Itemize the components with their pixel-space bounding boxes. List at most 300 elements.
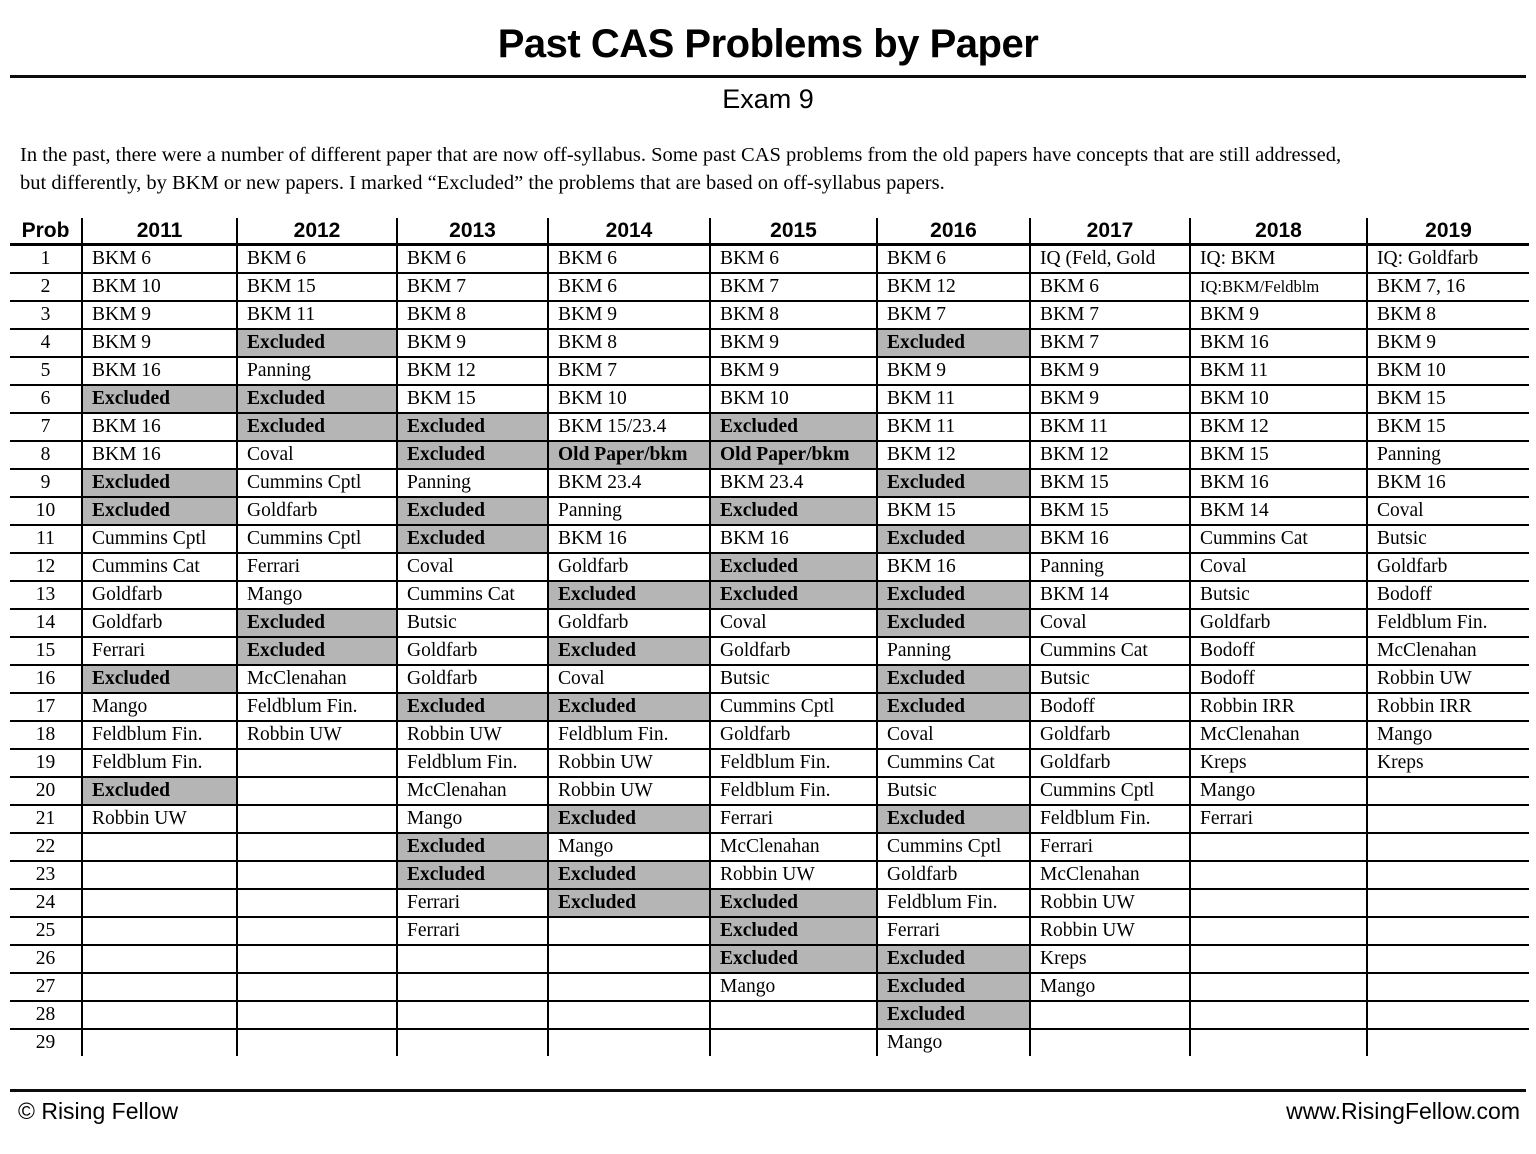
excluded-cell: Excluded — [548, 693, 710, 721]
column-header-prob: Prob — [10, 218, 82, 245]
year-cell: McClenahan — [1030, 861, 1190, 889]
page-title: Past CAS Problems by Paper — [497, 22, 1039, 66]
year-cell — [1190, 833, 1367, 861]
table-row — [10, 945, 1529, 973]
year-cell: Ferrari — [1030, 833, 1190, 861]
excluded-cell: Excluded — [82, 777, 237, 805]
intro-line-2: but differently, by BKM or new papers. I marked “Excluded” the problems that are based on off-syllabus papers. — [20, 172, 945, 194]
column-header-2016: 2016 — [877, 218, 1030, 245]
footer-divider — [10, 1089, 1526, 1092]
excluded-cell: Old Paper/bkm — [710, 441, 877, 469]
year-cell — [82, 861, 237, 889]
year-cell: Robbin IRR — [1367, 693, 1529, 721]
year-cell: Ferrari — [397, 889, 548, 917]
table-row — [10, 889, 1529, 917]
excluded-cell: Excluded — [877, 693, 1030, 721]
prob-cell: 12 — [10, 553, 82, 581]
excluded-cell: Excluded — [397, 693, 548, 721]
year-cell: BKM 9 — [397, 329, 548, 357]
year-cell: Robbin UW — [710, 861, 877, 889]
year-cell: IQ: Goldfarb — [1367, 245, 1529, 274]
year-cell: Mango — [397, 805, 548, 833]
year-cell: Bodoff — [1030, 693, 1190, 721]
year-cell — [1367, 917, 1529, 945]
year-cell: Panning — [548, 497, 710, 525]
year-cell — [82, 973, 237, 1001]
year-cell: Goldfarb — [877, 861, 1030, 889]
excluded-cell: Excluded — [877, 945, 1030, 973]
year-cell: BKM 15 — [1367, 385, 1529, 413]
year-cell: Cummins Cptl — [877, 833, 1030, 861]
excluded-cell: Excluded — [548, 805, 710, 833]
year-cell — [82, 917, 237, 945]
table-row — [10, 805, 1529, 833]
year-cell — [82, 889, 237, 917]
year-cell: Cummins Cat — [1030, 637, 1190, 665]
year-cell: Goldfarb — [1190, 609, 1367, 637]
year-cell: Goldfarb — [710, 721, 877, 749]
excluded-cell: Excluded — [877, 665, 1030, 693]
year-cell: BKM 9 — [548, 301, 710, 329]
table-row — [10, 497, 1529, 525]
prob-cell: 11 — [10, 525, 82, 553]
year-cell — [1030, 1029, 1190, 1056]
year-cell: Butsic — [397, 609, 548, 637]
year-cell: Mango — [1367, 721, 1529, 749]
year-cell: Goldfarb — [397, 637, 548, 665]
year-cell: Panning — [1367, 441, 1529, 469]
year-cell: BKM 11 — [237, 301, 397, 329]
year-cell: Feldblum Fin. — [710, 777, 877, 805]
year-cell — [710, 1029, 877, 1056]
year-cell: Panning — [397, 469, 548, 497]
year-cell — [548, 917, 710, 945]
excluded-cell: Excluded — [82, 385, 237, 413]
year-cell: BKM 15 — [1030, 469, 1190, 497]
year-cell: BKM 12 — [877, 273, 1030, 301]
prob-cell: 24 — [10, 889, 82, 917]
year-cell — [237, 1029, 397, 1056]
year-cell: BKM 16 — [82, 441, 237, 469]
year-cell — [1367, 777, 1529, 805]
year-cell — [548, 1029, 710, 1056]
table-row — [10, 329, 1529, 357]
year-cell: Robbin UW — [1367, 665, 1529, 693]
year-cell: Butsic — [1030, 665, 1190, 693]
table-row — [10, 273, 1529, 301]
year-cell: BKM 15 — [1190, 441, 1367, 469]
year-cell — [397, 973, 548, 1001]
year-cell: Coval — [397, 553, 548, 581]
prob-cell: 25 — [10, 917, 82, 945]
excluded-cell: Excluded — [710, 497, 877, 525]
table-row — [10, 301, 1529, 329]
excluded-cell: Excluded — [397, 861, 548, 889]
year-cell — [1367, 805, 1529, 833]
year-cell: Robbin UW — [1030, 917, 1190, 945]
year-cell — [397, 1001, 548, 1029]
year-cell: Goldfarb — [397, 665, 548, 693]
excluded-cell: Excluded — [710, 889, 877, 917]
year-cell — [1367, 833, 1529, 861]
prob-cell: 16 — [10, 665, 82, 693]
prob-cell: 8 — [10, 441, 82, 469]
year-cell: Feldblum Fin. — [710, 749, 877, 777]
year-cell: Butsic — [710, 665, 877, 693]
year-cell: Cummins Cat — [1190, 525, 1367, 553]
year-cell: BKM 16 — [548, 525, 710, 553]
year-cell: BKM 16 — [1367, 469, 1529, 497]
year-cell: BKM 12 — [397, 357, 548, 385]
excluded-cell: Excluded — [877, 1001, 1030, 1029]
year-cell: BKM 9 — [82, 301, 237, 329]
year-cell: Feldblum Fin. — [237, 693, 397, 721]
year-cell: Coval — [710, 609, 877, 637]
table-row — [10, 749, 1529, 777]
year-cell: Mango — [548, 833, 710, 861]
year-cell: BKM 15 — [237, 273, 397, 301]
year-cell: Feldblum Fin. — [548, 721, 710, 749]
year-cell: Robbin IRR — [1190, 693, 1367, 721]
year-cell: Goldfarb — [82, 581, 237, 609]
year-cell — [1030, 1001, 1190, 1029]
year-cell — [1190, 1001, 1367, 1029]
excluded-cell: Excluded — [82, 469, 237, 497]
year-cell: Robbin UW — [548, 777, 710, 805]
year-cell: Feldblum Fin. — [877, 889, 1030, 917]
year-cell: Feldblum Fin. — [82, 721, 237, 749]
table-row — [10, 553, 1529, 581]
year-cell: BKM 16 — [1030, 525, 1190, 553]
year-cell: Coval — [548, 665, 710, 693]
year-cell: Coval — [1190, 553, 1367, 581]
prob-cell: 28 — [10, 1001, 82, 1029]
prob-cell: 6 — [10, 385, 82, 413]
year-cell: BKM 8 — [1367, 301, 1529, 329]
year-cell: BKM 23.4 — [548, 469, 710, 497]
excluded-cell: Old Paper/bkm — [548, 441, 710, 469]
excluded-cell: Excluded — [710, 917, 877, 945]
year-cell: BKM 11 — [1030, 413, 1190, 441]
year-cell: Ferrari — [397, 917, 548, 945]
year-cell: BKM 8 — [710, 301, 877, 329]
prob-cell: 1 — [10, 245, 82, 274]
year-cell: Cummins Cptl — [82, 525, 237, 553]
year-cell — [237, 833, 397, 861]
table-row — [10, 861, 1529, 889]
table-row — [10, 357, 1529, 385]
year-cell — [237, 917, 397, 945]
year-cell — [1367, 1029, 1529, 1056]
year-cell: Panning — [237, 357, 397, 385]
year-cell: Kreps — [1030, 945, 1190, 973]
table-row — [10, 973, 1529, 1001]
prob-cell: 5 — [10, 357, 82, 385]
year-cell — [1367, 1001, 1529, 1029]
year-cell: Mango — [237, 581, 397, 609]
prob-cell: 19 — [10, 749, 82, 777]
year-cell: BKM 7 — [397, 273, 548, 301]
year-cell: Goldfarb — [1030, 749, 1190, 777]
year-cell: BKM 12 — [877, 441, 1030, 469]
year-cell — [1190, 945, 1367, 973]
excluded-cell: Excluded — [82, 665, 237, 693]
table-row — [10, 665, 1529, 693]
year-cell: BKM 15 — [397, 385, 548, 413]
prob-cell: 15 — [10, 637, 82, 665]
excluded-cell: Excluded — [877, 469, 1030, 497]
excluded-cell: Excluded — [237, 609, 397, 637]
year-cell — [1367, 889, 1529, 917]
excluded-cell: Excluded — [397, 525, 548, 553]
year-cell: Mango — [710, 973, 877, 1001]
excluded-cell: Excluded — [548, 581, 710, 609]
table-row — [10, 917, 1529, 945]
excluded-cell: Excluded — [548, 889, 710, 917]
column-header-2015: 2015 — [710, 218, 877, 245]
excluded-cell: Excluded — [397, 833, 548, 861]
excluded-cell: Excluded — [237, 385, 397, 413]
year-cell: Mango — [1190, 777, 1367, 805]
year-cell: Robbin UW — [548, 749, 710, 777]
year-cell: BKM 23.4 — [710, 469, 877, 497]
year-cell — [82, 945, 237, 973]
year-cell: McClenahan — [397, 777, 548, 805]
year-cell: Cummins Cptl — [710, 693, 877, 721]
prob-cell: 14 — [10, 609, 82, 637]
year-cell: Goldfarb — [1030, 721, 1190, 749]
intro-line-1: In the past, there were a number of different paper that are now off-syllabus. Some past CAS problems from the old papers have concepts that are still addressed, — [20, 144, 1342, 166]
prob-cell: 27 — [10, 973, 82, 1001]
year-cell: BKM 9 — [710, 329, 877, 357]
prob-cell: 22 — [10, 833, 82, 861]
year-cell: Bodoff — [1367, 581, 1529, 609]
year-cell: Ferrari — [82, 637, 237, 665]
year-cell: BKM 9 — [1030, 385, 1190, 413]
column-header-2011: 2011 — [82, 218, 237, 245]
year-cell: Robbin UW — [397, 721, 548, 749]
year-cell — [82, 833, 237, 861]
year-cell: BKM 12 — [1190, 413, 1367, 441]
year-cell — [237, 945, 397, 973]
year-cell: Goldfarb — [548, 609, 710, 637]
page-subtitle: Exam 9 — [722, 84, 814, 114]
header-row — [10, 218, 1529, 245]
year-cell: Kreps — [1190, 749, 1367, 777]
year-cell: Goldfarb — [1367, 553, 1529, 581]
excluded-cell: Excluded — [548, 861, 710, 889]
year-cell: BKM 16 — [710, 525, 877, 553]
year-cell: Coval — [237, 441, 397, 469]
year-cell: BKM 6 — [877, 245, 1030, 274]
year-cell: IQ: BKM — [1190, 245, 1367, 274]
year-cell: BKM 16 — [82, 357, 237, 385]
year-cell: Coval — [1367, 497, 1529, 525]
table-body — [10, 245, 1529, 1057]
year-cell: Cummins Cat — [397, 581, 548, 609]
year-cell: BKM 8 — [548, 329, 710, 357]
year-cell: BKM 11 — [877, 413, 1030, 441]
excluded-cell: Excluded — [710, 945, 877, 973]
year-cell — [237, 1001, 397, 1029]
year-cell: BKM 16 — [1190, 469, 1367, 497]
year-cell: Robbin UW — [82, 805, 237, 833]
prob-cell: 4 — [10, 329, 82, 357]
year-cell: BKM 7, 16 — [1367, 273, 1529, 301]
year-cell: Panning — [877, 637, 1030, 665]
table-row — [10, 693, 1529, 721]
table-row — [10, 1029, 1529, 1056]
year-cell: Goldfarb — [237, 497, 397, 525]
year-cell — [397, 945, 548, 973]
title-divider — [10, 75, 1526, 78]
excluded-cell: Excluded — [877, 973, 1030, 1001]
year-cell: BKM 15/23.4 — [548, 413, 710, 441]
table-row — [10, 525, 1529, 553]
prob-cell: 10 — [10, 497, 82, 525]
prob-cell: 13 — [10, 581, 82, 609]
year-cell: BKM 10 — [1367, 357, 1529, 385]
year-cell: Mango — [82, 693, 237, 721]
year-cell: IQ:BKM/Feldblm — [1190, 273, 1367, 301]
year-cell: IQ (Feld, Gold — [1030, 245, 1190, 274]
prob-cell: 20 — [10, 777, 82, 805]
year-cell: Ferrari — [710, 805, 877, 833]
year-cell: McClenahan — [237, 665, 397, 693]
year-cell — [237, 805, 397, 833]
prob-cell: 26 — [10, 945, 82, 973]
year-cell: BKM 15 — [1030, 497, 1190, 525]
year-cell: Ferrari — [877, 917, 1030, 945]
excluded-cell: Excluded — [397, 413, 548, 441]
year-cell — [1190, 973, 1367, 1001]
year-cell: McClenahan — [1190, 721, 1367, 749]
year-cell: Cummins Cptl — [237, 525, 397, 553]
table-row — [10, 413, 1529, 441]
prob-cell: 21 — [10, 805, 82, 833]
year-cell: BKM 14 — [1190, 497, 1367, 525]
year-cell: Feldblum Fin. — [1367, 609, 1529, 637]
year-cell: BKM 11 — [877, 385, 1030, 413]
year-cell: Cummins Cptl — [1030, 777, 1190, 805]
excluded-cell: Excluded — [877, 609, 1030, 637]
year-cell: Panning — [1030, 553, 1190, 581]
year-cell — [1190, 861, 1367, 889]
table-row — [10, 609, 1529, 637]
year-cell — [397, 1029, 548, 1056]
table-row — [10, 581, 1529, 609]
year-cell: BKM 15 — [877, 497, 1030, 525]
year-cell: BKM 9 — [1030, 357, 1190, 385]
table-row — [10, 441, 1529, 469]
table-row — [10, 721, 1529, 749]
year-cell: BKM 9 — [710, 357, 877, 385]
year-cell — [237, 777, 397, 805]
year-cell: BKM 7 — [1030, 329, 1190, 357]
year-cell: Kreps — [1367, 749, 1529, 777]
year-cell — [1190, 889, 1367, 917]
year-cell: BKM 9 — [877, 357, 1030, 385]
year-cell: BKM 16 — [82, 413, 237, 441]
year-cell: Coval — [877, 721, 1030, 749]
year-cell — [1367, 973, 1529, 1001]
year-cell: McClenahan — [1367, 637, 1529, 665]
year-cell — [237, 861, 397, 889]
column-header-2017: 2017 — [1030, 218, 1190, 245]
year-cell — [1190, 917, 1367, 945]
prob-cell: 18 — [10, 721, 82, 749]
table-row — [10, 1001, 1529, 1029]
year-cell — [710, 1001, 877, 1029]
year-cell: BKM 6 — [1030, 273, 1190, 301]
footer-url: www.RisingFellow.com — [1286, 1098, 1520, 1124]
year-cell: BKM 10 — [82, 273, 237, 301]
year-cell — [548, 973, 710, 1001]
year-cell: Goldfarb — [710, 637, 877, 665]
prob-cell: 29 — [10, 1029, 82, 1056]
table-row — [10, 469, 1529, 497]
excluded-cell: Excluded — [548, 637, 710, 665]
excluded-cell: Excluded — [710, 413, 877, 441]
year-cell: Robbin UW — [237, 721, 397, 749]
year-cell: Bodoff — [1190, 637, 1367, 665]
excluded-cell: Excluded — [877, 581, 1030, 609]
year-cell: Cummins Cat — [877, 749, 1030, 777]
table-row — [10, 833, 1529, 861]
column-header-2012: 2012 — [237, 218, 397, 245]
year-cell: BKM 10 — [548, 385, 710, 413]
intro-paragraph — [20, 141, 1520, 197]
year-cell: BKM 9 — [1367, 329, 1529, 357]
year-cell: BKM 14 — [1030, 581, 1190, 609]
year-cell: BKM 10 — [710, 385, 877, 413]
year-cell: Coval — [1030, 609, 1190, 637]
year-cell: Cummins Cat — [82, 553, 237, 581]
column-header-2013: 2013 — [397, 218, 548, 245]
year-cell — [1190, 1029, 1367, 1056]
year-cell: BKM 7 — [1030, 301, 1190, 329]
year-cell: Feldblum Fin. — [397, 749, 548, 777]
year-cell: Goldfarb — [548, 553, 710, 581]
column-header-2018: 2018 — [1190, 218, 1367, 245]
table-row — [10, 777, 1529, 805]
excluded-cell: Excluded — [237, 637, 397, 665]
year-cell — [548, 945, 710, 973]
year-cell — [82, 1029, 237, 1056]
prob-cell: 9 — [10, 469, 82, 497]
year-cell — [82, 1001, 237, 1029]
year-cell: Ferrari — [1190, 805, 1367, 833]
prob-cell: 7 — [10, 413, 82, 441]
excluded-cell: Excluded — [237, 413, 397, 441]
year-cell: BKM 9 — [1190, 301, 1367, 329]
table-row — [10, 637, 1529, 665]
excluded-cell: Excluded — [710, 581, 877, 609]
excluded-cell: Excluded — [710, 553, 877, 581]
year-cell: Robbin UW — [1030, 889, 1190, 917]
year-cell: BKM 11 — [1190, 357, 1367, 385]
year-cell: Goldfarb — [82, 609, 237, 637]
year-cell — [548, 1001, 710, 1029]
prob-cell: 3 — [10, 301, 82, 329]
year-cell: BKM 6 — [548, 245, 710, 274]
year-cell: BKM 7 — [710, 273, 877, 301]
year-cell: BKM 10 — [1190, 385, 1367, 413]
excluded-cell: Excluded — [877, 805, 1030, 833]
year-cell: BKM 6 — [548, 273, 710, 301]
year-cell: BKM 6 — [237, 245, 397, 274]
year-cell: Feldblum Fin. — [1030, 805, 1190, 833]
